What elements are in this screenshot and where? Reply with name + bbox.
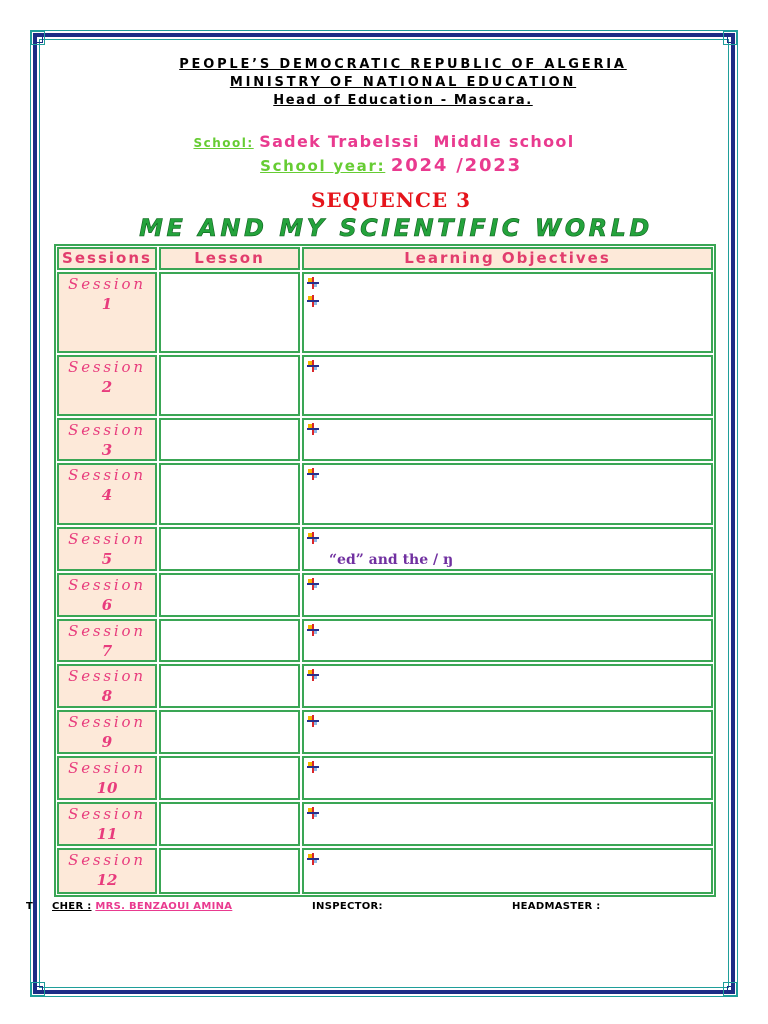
session-cell [57, 463, 157, 525]
session-number: 9 [101, 733, 113, 751]
corner-ornament-top-right [723, 31, 737, 45]
headmaster-label: HEADMASTER : [512, 901, 601, 912]
session-cell [57, 664, 157, 708]
corner-ornament-bottom-right [723, 982, 737, 996]
objective-item [304, 804, 711, 822]
session-cell [57, 756, 157, 800]
session-label: Session [68, 421, 146, 439]
sequence-title: SEQUENCE 3 [310, 188, 472, 212]
lesson-cell [159, 710, 300, 754]
lesson-plan-table [54, 244, 716, 897]
session-number: 4 [101, 486, 113, 504]
lesson-cell [159, 272, 300, 353]
objectives-cell [302, 573, 713, 617]
country-line: PEOPLE’S DEMOCRATIC REPUBLIC OF ALGERIA [179, 57, 627, 72]
objectives-cell [302, 664, 713, 708]
objective-item [304, 465, 711, 483]
lesson-cell [159, 619, 300, 662]
table-row [57, 619, 713, 662]
objectives-cell [302, 463, 713, 525]
objectives-cell [302, 355, 713, 416]
objective-item [304, 758, 711, 776]
table-row [57, 418, 713, 461]
corner-ornament-bottom-left [31, 982, 45, 996]
teacher-initial: T [26, 901, 34, 912]
session-label: Session [68, 759, 146, 777]
session-label: Session [68, 466, 146, 484]
session-label: Session [68, 530, 146, 548]
objective-item [304, 420, 711, 438]
lesson-cell [159, 664, 300, 708]
session-number: 3 [101, 441, 113, 459]
session-label: Session [68, 851, 146, 869]
objective-note: “ed” and the / ŋ [329, 552, 454, 568]
table-row [57, 463, 713, 525]
school-year-value: 2024 /2023 [390, 155, 522, 176]
objective-item [304, 666, 711, 684]
objective-item [304, 357, 711, 375]
school-name: Sadek Trabelssi Middle school [259, 132, 575, 151]
ministry-line: MINISTRY OF NATIONAL EDUCATION [229, 75, 577, 90]
lesson-cell [159, 527, 300, 571]
session-cell [57, 355, 157, 416]
objectives-cell [302, 418, 713, 461]
session-number: 10 [96, 779, 118, 797]
table-row [57, 710, 713, 754]
session-cell [57, 619, 157, 662]
session-number: 11 [96, 825, 118, 843]
session-cell [57, 418, 157, 461]
objectives-cell [302, 527, 713, 571]
teacher-label: CHER : [52, 901, 92, 912]
session-number: 12 [96, 871, 118, 889]
header-lesson: Lesson [159, 247, 300, 270]
objectives-cell [302, 619, 713, 662]
lesson-cell [159, 463, 300, 525]
bullet-icon [307, 360, 319, 372]
session-number: 7 [101, 642, 113, 660]
objective-item [304, 850, 711, 868]
table-body [57, 272, 713, 894]
school-year-label: School year: [260, 157, 386, 175]
bullet-icon [307, 761, 319, 773]
teacher-name: MRS. BENZAOUI AMINA [95, 901, 233, 912]
session-cell [57, 527, 157, 571]
session-number: 8 [101, 687, 113, 705]
header-learning-objectives: Learning Objectives [302, 247, 713, 270]
table-row [57, 355, 713, 416]
session-cell [57, 848, 157, 894]
table-row [57, 756, 713, 800]
bullet-icon [307, 295, 319, 307]
corner-ornament-top-left [31, 31, 45, 45]
session-label: Session [68, 358, 146, 376]
session-number: 1 [101, 295, 113, 313]
table-row [57, 573, 713, 617]
table-row [57, 272, 713, 353]
bullet-icon [307, 423, 319, 435]
objective-item [304, 575, 711, 593]
school-line [84, 131, 684, 154]
header-sessions: Sessions [57, 247, 157, 270]
teacher-signature-line [52, 900, 232, 913]
school-label: School: [193, 136, 254, 150]
table-row [57, 664, 713, 708]
sequence-theme: ME AND MY SCIENTIFIC WORLD [139, 214, 653, 242]
session-label: Session [68, 805, 146, 823]
session-number: 2 [101, 378, 113, 396]
session-number: 6 [101, 596, 113, 614]
session-label: Session [68, 275, 146, 293]
bullet-icon [307, 578, 319, 590]
session-label: Session [68, 667, 146, 685]
bullet-icon [307, 853, 319, 865]
directorate-line: Head of Education - Mascara. [273, 93, 533, 108]
bullet-icon [307, 807, 319, 819]
session-label: Session [68, 713, 146, 731]
objective-item [304, 529, 711, 547]
objectives-cell [302, 710, 713, 754]
objective-item [304, 292, 711, 310]
objective-item [304, 712, 711, 730]
objective-item [304, 621, 711, 639]
objectives-cell [302, 756, 713, 800]
lesson-cell [159, 355, 300, 416]
table-row [57, 527, 713, 571]
table-row [57, 848, 713, 894]
lesson-cell [159, 756, 300, 800]
lesson-cell [159, 848, 300, 894]
session-cell [57, 710, 157, 754]
lesson-cell [159, 802, 300, 846]
inspector-label: INSPECTOR: [312, 901, 383, 912]
objectives-cell [302, 848, 713, 894]
bullet-icon [307, 468, 319, 480]
bullet-icon [307, 532, 319, 544]
objectives-cell [302, 802, 713, 846]
school-year-line [91, 155, 691, 177]
bullet-icon [307, 277, 319, 289]
session-label: Session [68, 622, 146, 640]
bullet-icon [307, 669, 319, 681]
lesson-cell [159, 418, 300, 461]
bullet-icon [307, 624, 319, 636]
objective-item [304, 274, 711, 292]
session-cell [57, 802, 157, 846]
objectives-cell [302, 272, 713, 353]
session-cell [57, 272, 157, 353]
bullet-icon [307, 715, 319, 727]
table-header-row [57, 247, 713, 270]
lesson-cell [159, 573, 300, 617]
official-header [100, 56, 706, 110]
session-number: 5 [101, 550, 113, 568]
session-cell [57, 573, 157, 617]
table-row [57, 802, 713, 846]
session-label: Session [68, 576, 146, 594]
